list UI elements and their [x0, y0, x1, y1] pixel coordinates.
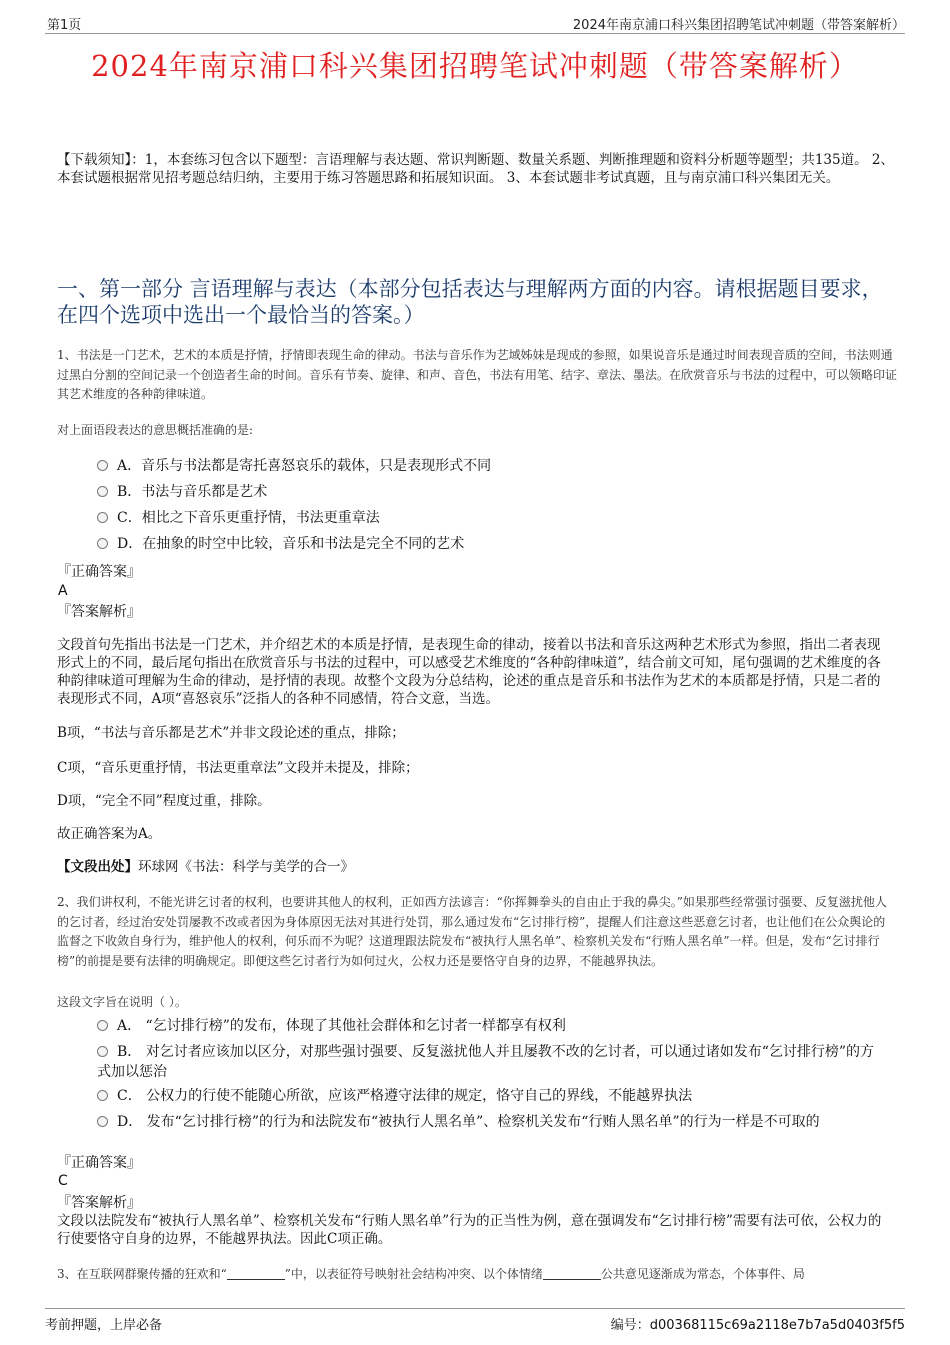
question-2-option-b[interactable]: [97, 1042, 887, 1082]
question-1-option-a[interactable]: [97, 456, 897, 476]
option-text: B．书法与音乐都是艺术: [117, 484, 268, 500]
question-1-answer-label: 『正确答案』: [57, 564, 141, 580]
download-notice: 【下载须知】：1，本套练习包含以下题型：言语理解与表达题、常识判断题、数量关系题、判断推理题和资料分析题等题型；共135道。 2、本套试题根据常见招考题总结归纳，主要用于练习答题思路和拓展知识面。 3、本套试题非考试真题，且与南京浦口科兴集团无关。: [57, 152, 894, 186]
page-number-label: 第1页: [47, 18, 82, 33]
question-2-analysis: 文段以法院发布“被执行人黑名单”、检察机关发布“行贿人黑名单”行为的正当性为例，意在强调发布“乞讨排行榜”需要有法可依，公权力的行使要恪守自身的边界，不能越界执法。因此C项正确。: [57, 1213, 882, 1247]
question-1-analysis-label: 『答案解析』: [57, 604, 141, 620]
header-divider: [45, 33, 905, 34]
stem-part: 公共意见逐渐成为常态，个体事件、局: [600, 1267, 805, 1281]
question-1-conclusion: 故正确答案为A。: [57, 826, 162, 842]
source-text: 环球网《书法：科学与美学的合一》: [138, 859, 354, 875]
question-2-option-c[interactable]: [97, 1086, 897, 1106]
question-2-option-a[interactable]: [97, 1016, 897, 1036]
question-2-answer-label: 『正确答案』: [57, 1155, 141, 1171]
question-3-stem: [57, 1265, 897, 1285]
radio-icon[interactable]: [97, 1020, 108, 1031]
radio-icon[interactable]: [97, 460, 108, 471]
question-1-analysis-main: 文段首句先指出书法是一门艺术，并介绍艺术的本质是抒情，是表现生命的律动，接着以书法和音乐这两种艺术形式为参照，指出二者表现形式上的不同，最后尾句指出在欣赏音乐与书法的过程中，可以感受艺术维度的“各种韵律味道”，结合前文可知，尾句强调的艺术维度的各种韵律味道可理解为生命的律动，是抒情的表现。故整个文段为分总结构，论述的重点是音乐和书法作为艺术的本质都是抒情，只是二者的表现形式不同，A项“喜怒哀乐”泛指人的各种不同感情，符合文意，当选。: [57, 637, 881, 707]
radio-icon[interactable]: [97, 512, 108, 523]
question-2-stem: 2、我们讲权利，不能光讲乞讨者的权利，也要讲其他人的权利，正如西方法谚言：“你挥舞拳头的自由止于我的鼻尖。”如果那些经常强讨强要、反复滋扰他人的乞讨者，经过治安处罚屡教不改或者因为身体原因无法对其进行处罚，那么通过发布“乞讨排行榜”，提醒人们注意这些恶意乞讨者，也让他们在公众舆论的监督之下收敛自身行为，维护他人的权利，何乐而不为呢？这道理跟法院发布“被执行人黑名单”、检察机关发布“行贿人黑名单”一样。但是，发布“乞讨排行榜”的前提是要有法律的明确规定。即便这些乞讨者行为如何过火，公权力还是要恪守自身的边界，不能越界执法。: [57, 895, 887, 968]
option-text: A． “乞讨排行榜”的发布，体现了其他社会群体和乞讨者一样都享有权利: [117, 1018, 566, 1034]
stem-part: ”中，以表征符号映射社会结构冲突、以个体情绪: [284, 1267, 543, 1281]
question-2-prompt: 这段文字旨在说明（ ）。: [57, 995, 187, 1009]
question-1-option-d[interactable]: [97, 534, 897, 554]
question-1-option-b[interactable]: [97, 482, 897, 502]
fill-blank: [227, 1267, 285, 1280]
option-text: A．音乐与书法都是寄托喜怒哀乐的载体，只是表现形式不同: [117, 458, 492, 474]
question-1-analysis-b: B项，“书法与音乐都是艺术”并非文段论述的重点，排除；: [57, 725, 405, 741]
stem-part: 3、在互联网群聚传播的狂欢和“: [57, 1267, 227, 1281]
section-heading: 一、第一部分 言语理解与表达（本部分包括表达与理解两方面的内容。请根据题目要求，在四个选项中选出一个最恰当的答案。）: [57, 277, 883, 327]
option-text: D． 发布“乞讨排行榜”的行为和法院发布“被执行人黑名单”、检察机关发布“行贿人黑名单”的行为一样是不可取的: [117, 1114, 820, 1130]
question-2-answer: C: [58, 1173, 68, 1189]
page-title: 2024年南京浦口科兴集团招聘笔试冲刺题（带答案解析）: [91, 49, 859, 83]
question-1-option-c[interactable]: [97, 508, 897, 528]
option-text: C． 公权力的行使不能随心所欲，应该严格遵守法律的规定，恪守自己的界线，不能越界执法: [117, 1088, 693, 1104]
question-1-analysis-c: C项，“音乐更重抒情，书法更重章法”文段并未提及，排除；: [57, 760, 419, 776]
radio-icon[interactable]: [97, 1116, 108, 1127]
question-1-source: [57, 858, 887, 876]
question-1-answer: A: [58, 583, 68, 599]
radio-icon[interactable]: [97, 1090, 108, 1101]
source-label: 【文段出处】: [57, 859, 138, 875]
question-2-analysis-label: 『答案解析』: [57, 1195, 141, 1211]
question-1-prompt: 对上面语段表达的意思概括准确的是:: [57, 423, 254, 437]
footer-divider: [45, 1308, 905, 1309]
option-text: C．相比之下音乐更重抒情，书法更重章法: [117, 510, 380, 526]
option-text: D．在抽象的时空中比较，音乐和书法是完全不同的艺术: [117, 536, 465, 552]
header-doc-title: 2024年南京浦口科兴集团招聘笔试冲刺题（带答案解析）: [572, 18, 905, 33]
radio-icon[interactable]: [97, 1046, 108, 1057]
question-1-analysis-d: D项，“完全不同”程度过重，排除。: [57, 793, 271, 809]
question-1-stem: 1、书法是一门艺术，艺术的本质是抒情，抒情即表现生命的律动。书法与音乐作为艺域姊妹是现成的参照，如果说音乐是通过时间表现音质的空间，书法则通过黑白分割的空间记录一个创造者生命的时间。音乐有节奏、旋律、和声、音色，书法有用笔、结字、章法、墨法。在欣赏音乐与书法的过程中，可以领略印证其艺术维度的各种韵律味道。: [57, 348, 898, 401]
footer-document-id: 编号：d00368115c69a2118e7b7a5d0403f5f5: [610, 1318, 905, 1333]
fill-blank: [543, 1267, 601, 1280]
footer-slogan: 考前押题，上岸必备: [45, 1318, 163, 1333]
radio-icon[interactable]: [97, 486, 108, 497]
radio-icon[interactable]: [97, 538, 108, 549]
question-2-option-d[interactable]: [97, 1112, 897, 1132]
option-text: B． 对乞讨者应该加以区分，对那些强讨强要、反复滋扰他人并且屡教不改的乞讨者，可以通过诸如发布“乞讨排行榜”的方式加以惩治: [97, 1044, 875, 1080]
